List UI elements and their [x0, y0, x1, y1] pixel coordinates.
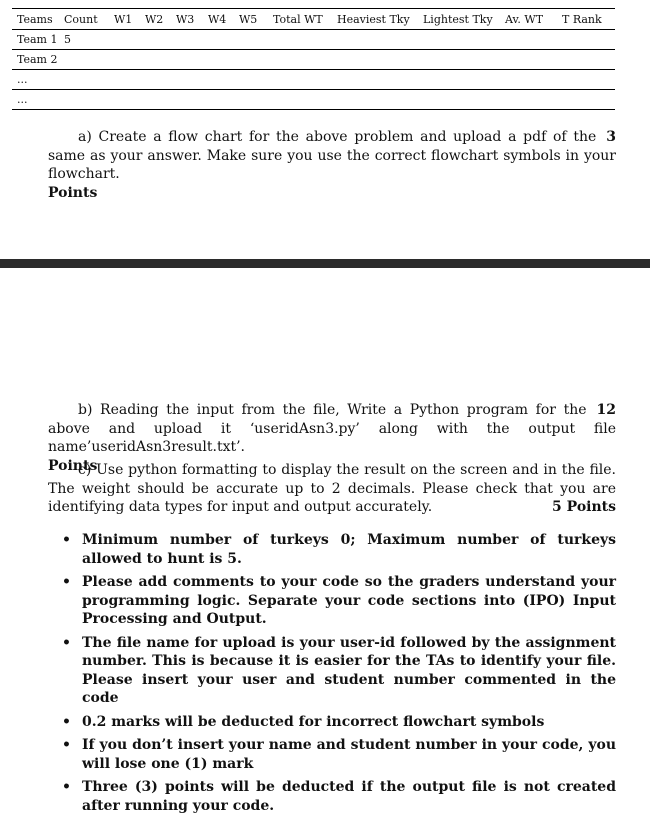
table-cell: Team 1: [17, 33, 58, 46]
list-item: • If you don’t insert your name and student number in your code, you will lose one (1) mark: [62, 737, 616, 772]
part-a-points-number: 3: [606, 129, 616, 145]
list-item: • Minimum number of turkeys 0; Maximum number of turkeys allowed to hunt is 5.: [62, 532, 616, 567]
part-c-text: c) Use python formatting to display the result on the screen and in the file. The weight should be accurate up to 2 decimals. Please check that you are identifying data types for input and output accurately.: [48, 462, 616, 515]
column-header: W1: [114, 12, 133, 26]
table-cell: ...: [17, 73, 28, 86]
part-a-points-word: Points: [48, 184, 98, 201]
part-c-points: 5 Points: [552, 499, 616, 515]
column-header: T Rank: [562, 12, 602, 26]
column-header: Av. WT: [505, 12, 544, 26]
turkey-results-table: [12, 8, 615, 110]
requirements-list: [60, 531, 616, 820]
question-part-a: [48, 128, 616, 202]
part-a-text: a) Create a flow chart for the above problem and upload a pdf of the same as your answer. Make sure you use the correct flowchart symbols in your flowchart.: [48, 129, 616, 182]
bullet-icon: •: [62, 737, 71, 753]
column-header: Total WT: [273, 12, 323, 26]
part-b-points-word: Points: [48, 457, 98, 474]
bullet-icon: •: [62, 532, 71, 548]
column-header: W2: [145, 12, 164, 26]
table-row: [12, 90, 615, 110]
table-header-row: [12, 9, 615, 30]
question-part-c: [48, 461, 616, 517]
column-header: Lightest Tky: [423, 12, 493, 26]
column-header: W5: [239, 12, 258, 26]
page-separator: [0, 259, 650, 268]
column-header: Heaviest Tky: [337, 12, 410, 26]
part-b-points-number: 12: [596, 402, 616, 418]
list-item: • Three (3) points will be deducted if the output file is not created after running your code.: [62, 779, 616, 814]
column-header: W3: [176, 12, 195, 26]
table-cell: Team 2: [17, 53, 58, 66]
column-header: Teams: [17, 12, 53, 26]
bullet-icon: •: [62, 779, 71, 795]
column-header: W4: [208, 12, 227, 26]
table-row: [12, 70, 615, 90]
table-cell: 5: [64, 33, 71, 46]
list-item: • Please add comments to your code so the graders understand your programming logic. Separate your code sections into (IPO) Input Processing and Output.: [62, 574, 616, 627]
bullet-icon: •: [62, 574, 71, 590]
part-b-text: b) Reading the input from the file, Write a Python program for the above and upload it ‘useridAsn3.py’ along with the output file name’useridAsn3result.txt’.: [48, 402, 616, 455]
list-item: • The file name for upload is your user-id followed by the assignment number. This is because it is easier for the TAs to identify your file. Please insert your user and student number commented in the code: [62, 634, 616, 706]
list-item: • 0.2 marks will be deducted for incorrect flowchart symbols: [62, 713, 545, 730]
table-row: [12, 50, 615, 70]
bullet-icon: •: [62, 713, 71, 730]
table-row: [12, 30, 615, 50]
column-header: Count: [64, 12, 98, 26]
table-cell: ...: [17, 93, 28, 106]
bullet-icon: •: [62, 634, 71, 651]
